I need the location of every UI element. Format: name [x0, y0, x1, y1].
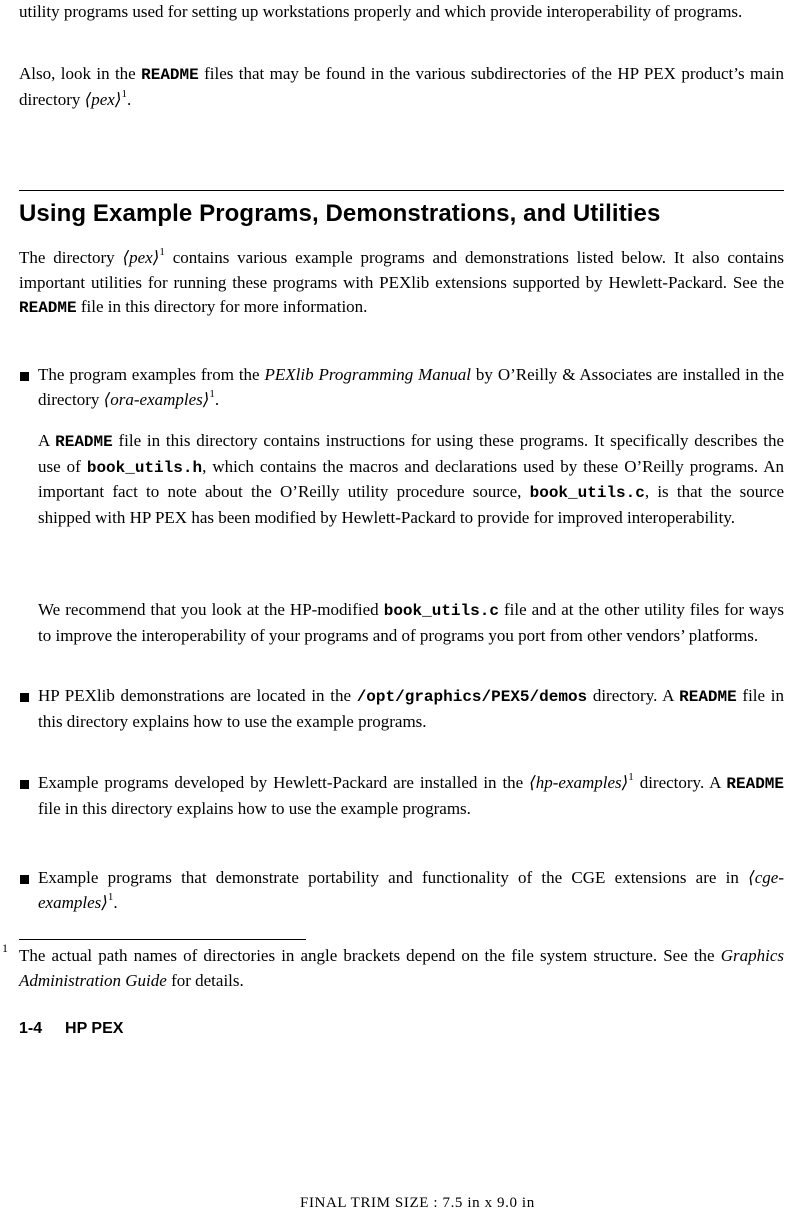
bullet-item-cge-examples	[38, 866, 784, 915]
footnote-rule	[19, 939, 306, 940]
emphasis-span: PEXlib Programming Manual	[264, 365, 472, 384]
section-rule	[19, 190, 784, 191]
emphasis-span: ⟨pex⟩	[84, 89, 122, 109]
text-run: .	[113, 892, 118, 912]
code-span: README	[141, 66, 199, 84]
code-span: book_utils.h	[86, 458, 203, 477]
text-run: The directory	[19, 248, 123, 267]
text-run: .	[126, 89, 132, 109]
bullet-item-ora-examples	[38, 363, 784, 412]
text-run: file in this directory for more information.	[76, 297, 368, 316]
footnote-reference: 1	[209, 387, 215, 400]
code-span: README	[19, 299, 77, 317]
trim-size-note: FINAL TRIM SIZE : 7.5 in x 9.0 in	[300, 1195, 535, 1211]
text-run: We recommend that you look at the HP-modified	[38, 600, 384, 619]
code-span: README	[55, 433, 113, 451]
footnote-reference: 1	[107, 890, 114, 903]
text-run: A	[38, 431, 56, 450]
text-run: .	[214, 389, 220, 409]
emphasis-span: ⟨ora-examples⟩	[103, 389, 210, 409]
emphasis-span: ⟨hp-examples⟩	[529, 773, 629, 792]
section-intro-paragraph	[19, 246, 784, 321]
emphasis-span: Graphics Administration Guide	[19, 946, 784, 990]
code-span: README	[679, 688, 737, 706]
bullet-marker	[20, 372, 29, 381]
text-run: contains various example programs and demonstrations listed below. It also contains important utilities for running these programs with PEXlib extensions supported by Hewlett-Packard. See the	[19, 248, 784, 292]
text-run: for details.	[166, 970, 244, 990]
emphasis-span: ⟨pex⟩	[122, 248, 160, 267]
footnote-text	[19, 944, 784, 993]
text-run: file and at the other utility files for ways to improve the interoperability of your programs and of programs you port from other vendors’ platforms.	[38, 600, 784, 645]
footnote-reference: 1	[159, 246, 165, 259]
text-run: file in this directory explains how to use the example programs.	[38, 798, 471, 818]
text-run: Also, look in the	[19, 64, 142, 83]
footnote-marker: 1	[2, 941, 8, 955]
bullet-marker	[20, 780, 29, 789]
text-run: The actual path names of directories in angle brackets depend on the file system structure. See the	[19, 946, 721, 965]
text-run: directory. A	[587, 686, 680, 705]
footnote-reference: 1	[121, 87, 127, 100]
text-run: HP PEXlib demonstrations are located in the	[38, 686, 357, 705]
page-number: 1-4	[19, 1020, 43, 1037]
text-run: files that may be found in the various subdirectories of the HP PEX product’s main directory	[19, 64, 784, 109]
text-run: file in this directory contains instructions for using these programs. It specifically describes the use of	[38, 431, 784, 476]
section-heading: Using Example Programs, Demonstrations, and Utilities	[19, 200, 661, 227]
code-span: README	[726, 775, 784, 793]
text-run: Example programs developed by Hewlett-Packard are installed in the	[38, 773, 530, 792]
text-run: file in this directory explains how to use the example programs.	[38, 686, 784, 731]
intro-paragraph-1	[19, 0, 784, 25]
footer-product-name: HP PEX	[65, 1020, 124, 1037]
intro-paragraph-2	[19, 62, 784, 112]
text-run: , which contains the macros and declarations used by these O’Reilly programs. An important fact to note about the O’Reilly utility procedure source,	[38, 456, 785, 501]
bullet-item-hp-examples	[38, 771, 784, 821]
bullet-marker	[20, 693, 29, 702]
text-run: Example programs that demonstrate portability and functionality of the CGE extensions are in	[38, 868, 749, 887]
bullet-item-recommend-paragraph	[38, 598, 784, 648]
page-footer	[19, 1018, 123, 1040]
text-run: The program examples from the	[38, 365, 265, 384]
footnote-reference: 1	[628, 771, 634, 784]
text-run: directory. A	[633, 773, 727, 792]
text-run: , is that the source shipped with HP PEX has been modified by Hewlett-Packard to provide for improved interoperability.	[38, 482, 784, 527]
bullet-item-ora-readme-paragraph	[38, 429, 784, 530]
code-span: book_utils.c	[529, 484, 645, 502]
bullet-item-pexlib-demos	[38, 684, 784, 734]
bullet-marker	[20, 875, 29, 884]
text-run: utility programs used for setting up workstations properly and which provide interoperability of programs.	[19, 2, 743, 21]
code-span: book_utils.c	[383, 602, 499, 620]
emphasis-span: ⟨cge-examples⟩	[38, 868, 784, 912]
code-span: /opt/graphics/PEX5/demos	[356, 688, 588, 706]
text-run: by O’Reilly & Associates are installed in the directory	[38, 365, 784, 409]
